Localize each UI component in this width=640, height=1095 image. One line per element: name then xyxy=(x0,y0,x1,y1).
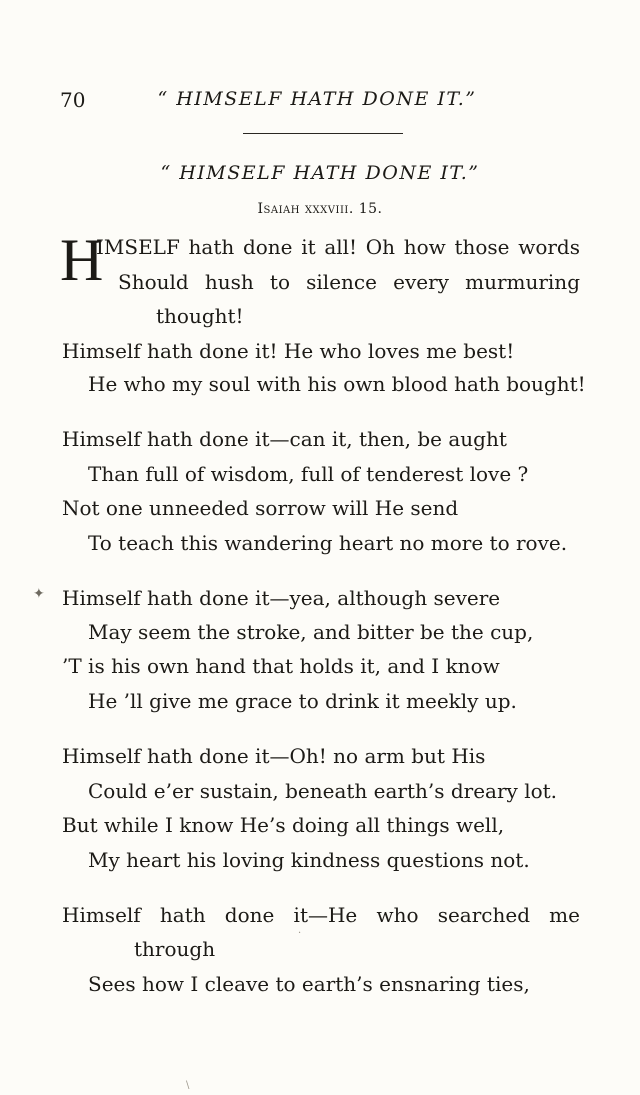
poem-title: “ HIMSELF HATH DONE IT.” xyxy=(160,162,480,184)
poem-line: He who my soul with his own blood hath bought! xyxy=(88,372,586,396)
poem-line: May seem the stroke, and bitter be the cup, xyxy=(88,620,534,644)
poem-line: through xyxy=(134,937,216,961)
poem-line: Than full of wisdom, full of tenderest love ? xyxy=(88,462,529,486)
poem-line: ’T is his own hand that holds it, and I know xyxy=(62,654,500,678)
page-number: 70 xyxy=(60,88,86,112)
poem-line: He ’ll give me grace to drink it meekly up. xyxy=(88,689,517,713)
running-title: “ HIMSELF HATH DONE IT.” xyxy=(157,88,477,110)
poem-line: Himself hath done it—He who searched me xyxy=(62,903,580,927)
drop-cap: H xyxy=(60,227,104,293)
scripture-reference-text: Isaiah xxxviii. 15. xyxy=(257,201,383,217)
poem-line: Sees how I cleave to earth’s ensnaring ties, xyxy=(88,972,530,996)
poem-line: Himself hath done it! He who loves me best! xyxy=(62,339,515,363)
poem-line: Not one unneeded sorrow will He send xyxy=(62,496,459,520)
fleuron-mark: ✦ xyxy=(33,586,45,602)
poem-line: My heart his loving kindness questions not. xyxy=(88,848,530,872)
poem-line: To teach this wandering heart no more to rove. xyxy=(88,531,568,555)
poem-line: Himself hath done it—Oh! no arm but His xyxy=(62,744,486,768)
title-rule xyxy=(243,133,403,134)
scripture-reference xyxy=(60,201,580,217)
running-head xyxy=(60,88,580,118)
paper-speck: · xyxy=(298,928,302,939)
poem-line: Himself hath done it—can it, then, be aught xyxy=(62,427,507,451)
poem-line: Could e’er sustain, beneath earth’s dreary lot. xyxy=(88,779,558,803)
poem-line: Should hush to silence every murmuring xyxy=(118,270,580,294)
paper-speck: \ xyxy=(186,1080,190,1091)
poem-line: Himself hath done it—yea, although severe xyxy=(62,586,501,610)
poem-line: thought! xyxy=(156,304,244,328)
poem-line: IMSELF hath done it all! Oh how those words xyxy=(96,235,580,259)
poem-line: But while I know He’s doing all things well, xyxy=(62,813,505,837)
